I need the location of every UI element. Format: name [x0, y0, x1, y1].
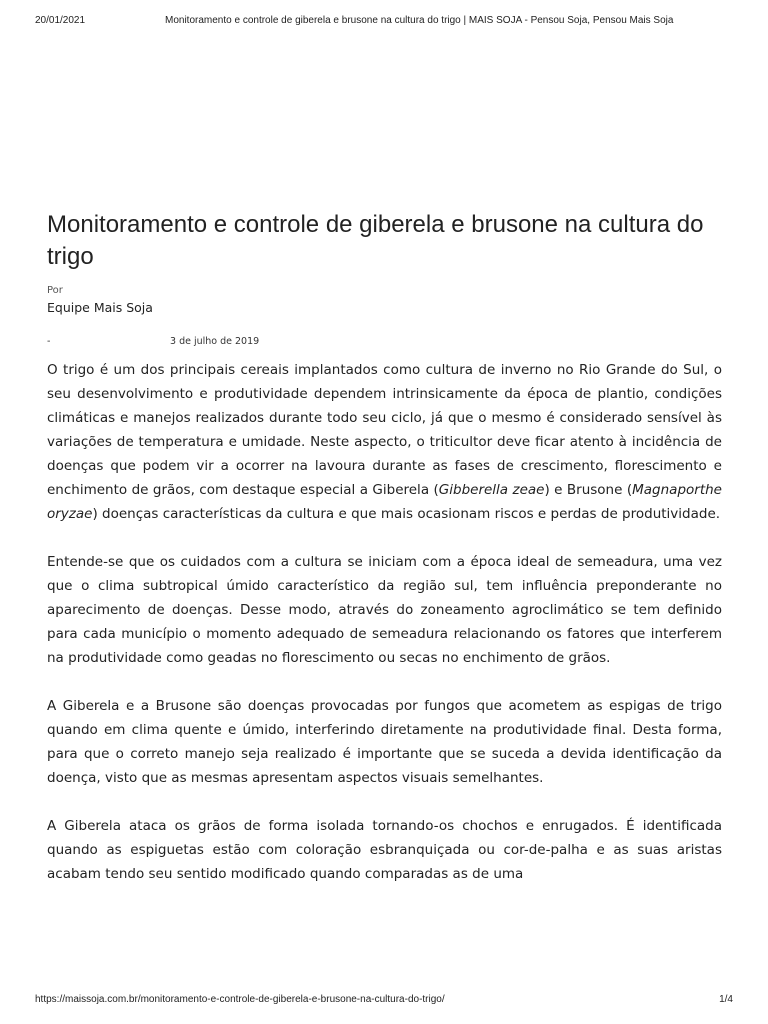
byline-label: Por: [47, 285, 63, 296]
print-header: [0, 15, 768, 29]
paragraph-4: A Giberela ataca os grãos de forma isolada tornando-os chochos e enrugados. É identificada quando as espiguetas estão com coloração esbranquiçada ou cor-de-palha e as suas aristas acabam tendo seu sentido modificado quando comparadas as de uma: [47, 818, 722, 882]
print-date: 20/01/2021: [35, 15, 86, 26]
author-name: Equipe Mais Soja: [47, 300, 153, 315]
paragraph-3: A Giberela e a Brusone são doenças provocadas por fungos que acometem as espigas de trigo quando em clima quente e úmido, interferindo diretamente na produtividade final. Desta forma, para que o correto manejo seja realizado é importante que se suceda a devida identificação da doença, visto que as mesmas apresentam aspectos visuais semelhantes.: [47, 698, 722, 786]
article-title: Monitoramento e controle de giberela e brusone na cultura do trigo: [47, 211, 704, 270]
page-number: 1/4: [719, 994, 733, 1005]
species-name-gibberella: Gibberella zeae: [438, 482, 545, 498]
paragraph-1: [47, 358, 722, 526]
article-meta: [47, 336, 722, 350]
print-page-title: Monitoramento e controle de giberela e brusone na cultura do trigo | MAIS SOJA - Pensou Soja, Pensou Mais Soja: [165, 15, 674, 26]
paragraph-1-text-b: ) e Brusone (: [544, 482, 633, 498]
page-url: https://maissoja.com.br/monitoramento-e-controle-de-giberela-e-brusone-na-cultura-do-trigo/: [35, 994, 445, 1005]
print-footer: [0, 994, 768, 1008]
species-name-magnaporthe: Magnaporthe oryzae: [47, 482, 722, 522]
meta-separator: -: [47, 336, 51, 347]
article-body: [47, 358, 722, 886]
paragraph-1-text-c: ) doenças características da cultura e que mais ocasionam riscos e perdas de produtividade.: [92, 506, 721, 522]
paragraph-2: Entende-se que os cuidados com a cultura se iniciam com a época ideal de semeadura, uma vez que o clima subtropical úmido característico da região sul, tem influência preponderante no aparecimento de doenças. Desse modo, através do zoneamento agroclimático se tem definido para cada município o momento adequado de semeadura relacionando os fatores que interferem na produtividade como geadas no florescimento ou secas no enchimento de grãos.: [47, 554, 722, 666]
article: [47, 209, 722, 886]
published-date: 3 de julho de 2019: [170, 336, 260, 347]
paragraph-1-text-a: O trigo é um dos principais cereais implantados como cultura de inverno no Rio Grande do Sul, o seu desenvolvimento e produtividade dependem intrinsicamente da época de plantio, condições climáticas e manejos realizados durante todo seu ciclo, já que o mesmo é considerado sensível às variações de temperatura e umidade. Neste aspecto, o triticultor deve ficar atento à incidência de doenças que podem vir a ocorrer na lavoura durante as fases de crescimento, florescimento e enchimento de grãos, com destaque especial a Giberela (: [47, 362, 722, 498]
